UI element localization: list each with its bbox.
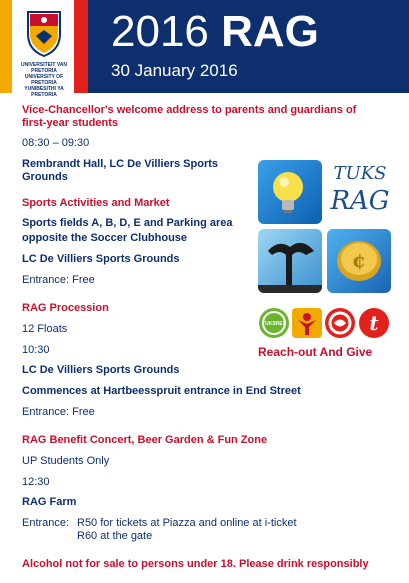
procession-floats: 12 Floats	[22, 323, 68, 335]
university-logo	[0, 0, 88, 98]
sports-venue: LC De Villiers Sports Grounds	[22, 253, 180, 265]
tuks-rag-wordmark	[328, 160, 392, 224]
tagline: Reach-out And Give	[258, 345, 373, 359]
concert-entrance-label: Entrance:	[22, 517, 70, 529]
logo-gold-stripe	[0, 0, 12, 93]
svg-text:¢: ¢	[352, 248, 366, 272]
procession-time: 10:30	[22, 344, 50, 356]
event-date: 30 January 2016	[111, 61, 238, 80]
title-word: RAG	[221, 7, 319, 56]
title-year: 2016	[111, 7, 209, 56]
university-crest-icon	[22, 8, 66, 58]
svg-text:t: t	[369, 311, 379, 335]
concert-entrance-line2: R60 at the gate	[77, 530, 153, 542]
university-name-nso: YUNIBESITHI YA PRETORIA	[24, 86, 64, 98]
university-name	[14, 62, 74, 98]
concert-time: 12:30	[22, 476, 50, 488]
concert-entrance-line1: R50 for tickets at Piazza and online at i-ticket	[77, 517, 297, 529]
sports-title: Sports Activities and Market	[22, 197, 170, 209]
lightbulb-tile	[258, 160, 322, 224]
figure-icon	[292, 308, 322, 338]
lightbulb-icon	[258, 160, 322, 224]
page-title	[111, 6, 319, 58]
welcome-venue-line2: Grounds	[22, 171, 68, 183]
tuksres-icon	[259, 308, 289, 338]
sport-swirl-icon	[325, 308, 355, 338]
tuksres-label: TUKSRES	[262, 321, 286, 327]
concert-audience: UP Students Only	[22, 455, 110, 467]
welcome-title-line2: first-year students	[22, 117, 118, 129]
sports-entrance: Entrance: Free	[22, 274, 95, 286]
procession-venue: LC De Villiers Sports Grounds	[22, 364, 180, 376]
baobab-tree-icon	[258, 229, 322, 293]
logo-red-stripe	[74, 0, 88, 93]
concert-venue: RAG Farm	[22, 496, 77, 508]
alcohol-notice: Alcohol not for sale to persons under 18. Please drink responsibly	[22, 558, 369, 570]
concert-title: RAG Benefit Concert, Beer Garden & Fun Zone	[22, 434, 268, 446]
procession-title: RAG Procession	[22, 302, 109, 314]
tuks-wordmark-line1: TUKS	[333, 163, 387, 184]
baobab-tile	[258, 229, 322, 293]
university-name-en: UNIVERSITY OF PRETORIA	[24, 74, 64, 86]
welcome-time: 08:30 – 09:30	[22, 137, 90, 149]
coin-icon	[327, 229, 391, 293]
info-t-icon	[359, 308, 389, 338]
sports-detail-line1: Sports fields A, B, D, E and Parking area	[22, 217, 233, 229]
coin-tile	[327, 229, 391, 293]
sports-detail-line2: opposite the Soccer Clubhouse	[22, 232, 188, 244]
welcome-title-line1: Vice-Chancellor's welcome address to parents and guardians of	[22, 104, 357, 116]
procession-commences: Commences at Hartbeesspruit entrance in End Street	[22, 385, 301, 397]
tuks-wordmark-line2: RAG	[330, 186, 390, 216]
welcome-venue-line1: Rembrandt Hall, LC De Villiers Sports	[22, 158, 219, 170]
university-name-af: UNIVERSITEIT VAN PRETORIA	[20, 62, 68, 74]
procession-entrance: Entrance: Free	[22, 406, 95, 418]
